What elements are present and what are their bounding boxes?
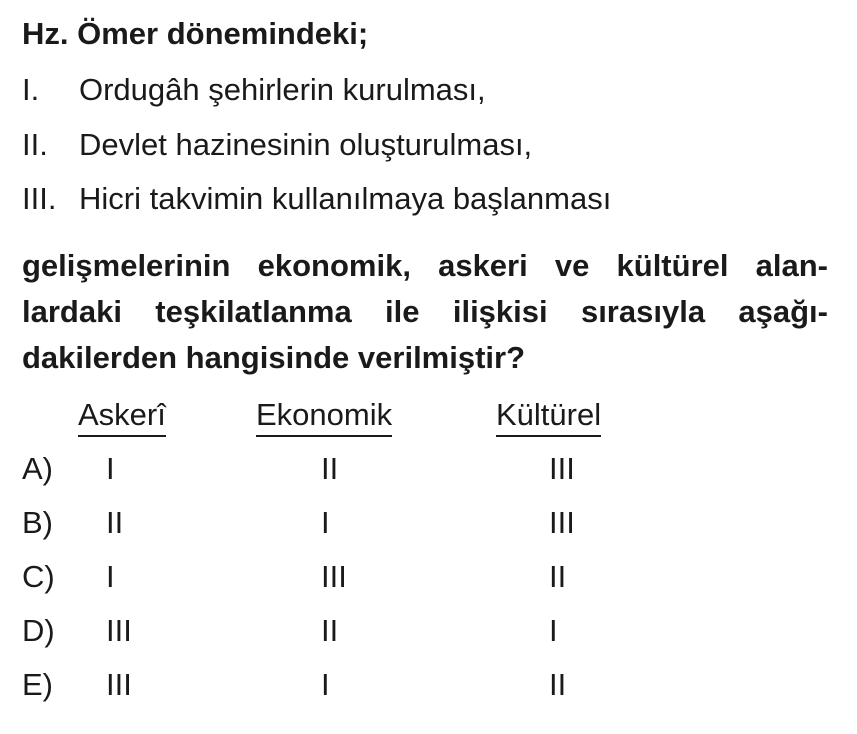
premise-text: Ordugâh şehirlerin kurulması, xyxy=(79,72,486,107)
question-heading: Hz. Ömer dönemindeki; xyxy=(22,16,369,51)
option-ekonomik-value: I xyxy=(321,667,330,702)
question-line-3: dakilerden hangisinde verilmiştir? xyxy=(22,340,526,375)
answer-option-a[interactable] xyxy=(0,449,857,489)
premise-number: II. xyxy=(22,127,48,162)
premise-text: Devlet hazinesinin oluşturulması, xyxy=(79,127,533,162)
option-letter: D) xyxy=(22,613,55,648)
option-askeri-value: III xyxy=(106,613,132,648)
option-letter: B) xyxy=(22,505,53,540)
question-line-2: lardaki teşkilatlanma ile ilişkisi sırasıyla aşağı- xyxy=(22,294,828,329)
premise-item-1 xyxy=(22,70,486,110)
option-letter: A) xyxy=(22,451,53,486)
option-ekonomik-value: III xyxy=(321,559,347,594)
option-kulturel-value: III xyxy=(549,451,575,486)
option-ekonomik-value: II xyxy=(321,613,339,648)
answer-option-c[interactable] xyxy=(0,557,857,597)
option-letter: E) xyxy=(22,667,53,702)
premise-item-3 xyxy=(22,179,611,219)
option-askeri-value: III xyxy=(106,667,132,702)
option-ekonomik-value: II xyxy=(321,451,339,486)
premise-number: III. xyxy=(22,181,57,216)
option-askeri-value: I xyxy=(106,559,115,594)
question-stem xyxy=(22,243,828,381)
answer-option-b[interactable] xyxy=(0,503,857,543)
column-header-ekonomik: Ekonomik xyxy=(256,396,392,437)
option-ekonomik-value: I xyxy=(321,505,330,540)
premise-text: Hicri takvimin kullanılmaya başlanması xyxy=(79,181,612,216)
option-kulturel-value: III xyxy=(549,505,575,540)
answer-option-e[interactable] xyxy=(0,665,857,705)
premise-item-2 xyxy=(22,125,532,165)
option-kulturel-value: II xyxy=(549,559,567,594)
option-askeri-value: I xyxy=(106,451,115,486)
answer-option-d[interactable] xyxy=(0,611,857,651)
premise-number: I. xyxy=(22,72,40,107)
option-askeri-value: II xyxy=(106,505,124,540)
option-letter: C) xyxy=(22,559,55,594)
question-line-1: gelişmelerinin ekonomik, askeri ve kültürel alan- xyxy=(22,248,828,283)
option-kulturel-value: I xyxy=(549,613,558,648)
column-header-kulturel: Kültürel xyxy=(496,396,601,437)
column-header-askeri: Askerî xyxy=(78,396,166,437)
option-kulturel-value: II xyxy=(549,667,567,702)
